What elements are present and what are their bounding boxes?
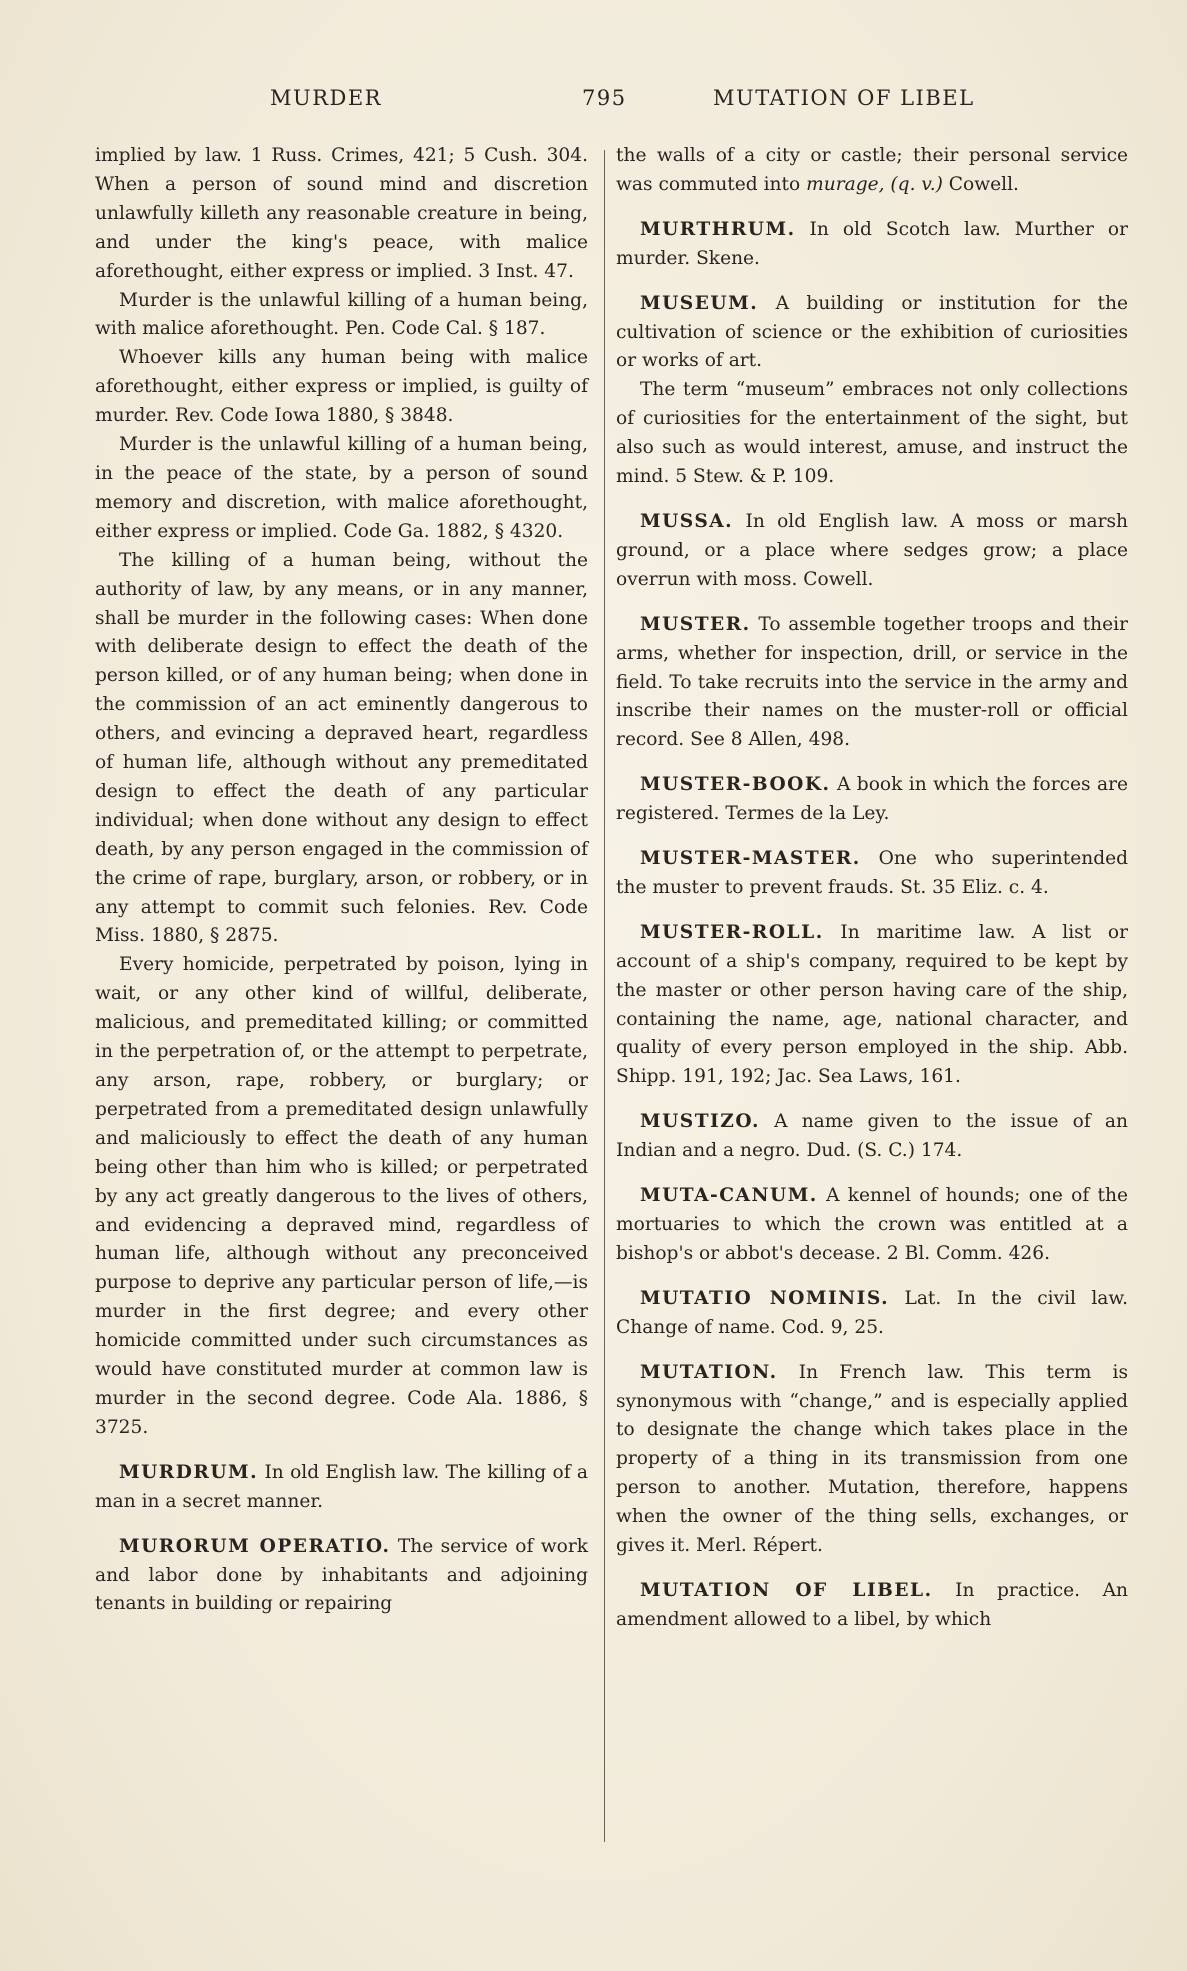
definition-mutation-of-libel: In practice. An amendment allowed to a libel, by which	[616, 1579, 1128, 1630]
continuation-text: the walls of a city or castle; their personal service was commuted into	[616, 145, 1128, 195]
column-divider	[604, 150, 605, 1842]
entry-murthrum	[616, 216, 1128, 274]
header-left-guide-word: MURDER	[270, 86, 382, 110]
definition-murthrum: In old Scotch law. Murther or murder. Skene.	[616, 218, 1128, 269]
headword-mutation: MUTATION.	[640, 1361, 778, 1383]
entry-museum	[616, 290, 1128, 377]
definition-museum: A building or institution for the cultivation of science or the exhibition of curiosities or works of art.	[616, 292, 1128, 372]
headword-murthrum: MURTHRUM.	[640, 218, 796, 240]
definition-murorum-operatio: The service of work and labor done by inhabitants and adjoining tenants in building or repairing	[95, 1535, 588, 1615]
entry-muster-book	[616, 771, 1128, 829]
entry-muta-canum	[616, 1182, 1128, 1269]
definition-mustizo: A name given to the issue of an Indian and a negro. Dud. (S. C.) 174.	[616, 1111, 1128, 1162]
definition-muster-roll: In maritime law. A list or account of a ship's company, required to be kept by the master or other person having care of the ship, containing the name, age, national character, and quality of every person employed in the ship. Abb. Shipp. 191, 192; Jac. Sea Laws, 161.	[616, 921, 1128, 1088]
definition-muta-canum: A kennel of hounds; one of the mortuaries to which the crown was entitled at a bishop's or abbot's decease. 2 Bl. Comm. 426.	[616, 1185, 1128, 1264]
murder-definition-continued: implied by law. 1 Russ. Crimes, 421; 5 Cush. 304. When a person of sound mind and discretion unlawfully killeth any reasonable creature in being, and under the king's peace, with malice aforethought, either express or implied. 3 Inst. 47.	[95, 145, 588, 282]
entry-mussa	[616, 508, 1128, 595]
murder-georgia-paragraph: Murder is the unlawful killing of a human being, in the peace of the state, by a person of sound memory and discretion, with malice aforethought, either express or implied. Code Ga. 1882, § 4320.	[95, 434, 588, 542]
headword-muster: MUSTER.	[640, 613, 751, 635]
right-column	[616, 142, 1128, 1635]
page-number: 795	[582, 86, 627, 110]
headword-muster-master: MUSTER-MASTER.	[640, 848, 861, 870]
murage-reference: murage, (q. v.)	[806, 173, 943, 195]
definition-mussa: In old English law. A moss or marsh ground, or a place where sedges grow; a place overrun with moss. Cowell.	[616, 510, 1128, 590]
headword-muster-roll: MUSTER-ROLL.	[640, 921, 824, 943]
left-column	[95, 142, 588, 1619]
murder-california-paragraph: Murder is the unlawful killing of a human being, with malice aforethought. Pen. Code Cal. § 187.	[95, 289, 588, 340]
headword-museum: MUSEUM.	[640, 292, 759, 314]
headword-murorum-operatio: MURORUM OPERATIO.	[119, 1535, 391, 1557]
murder-alabama-paragraph: Every homicide, perpetrated by poison, lying in wait, or any other kind of willful, deliberate, malicious, and premeditated killing; or committed in the perpetration of, or the attempt to perpetrate, any arson, rape, robbery, or burglary; or perpetrated from a premeditated design unlawfully and maliciously to effect the death of any human being other than him who is killed; or perpetrated by any act greatly dangerous to the lives of others, and evidencing a depraved mind, regardless of human life, although without any preconceived purpose to deprive any particular person of life,—is murder in the first degree; and every other homicide committed under such circumstances as would have constituted murder at common law is murder in the second degree. Code Ala. 1886, § 3725.	[95, 954, 588, 1438]
headword-muster-book: MUSTER-BOOK.	[640, 774, 831, 796]
definition-muster: To assemble together troops and their arms, whether for inspection, drill, or service in the field. To take recruits into the service in the army and inscribe their names on the muster-roll or official record. See 8 Allen, 498.	[616, 613, 1128, 751]
definition-muster-master: One who superintended the muster to prevent frauds. St. 35 Eliz. c. 4.	[616, 848, 1128, 898]
definition-muster-book: A book in which the forces are registered. Termes de la Ley.	[616, 774, 1128, 825]
headword-muta-canum: MUTA-CANUM.	[640, 1185, 818, 1207]
headword-mutation-of-libel: MUTATION OF LIBEL.	[640, 1579, 933, 1601]
definition-murdrum: In old English law. The killing of a man in a secret manner.	[95, 1461, 588, 1512]
entry-muster-master	[616, 845, 1128, 903]
continuation-source: Cowell.	[948, 173, 1019, 195]
entry-mutatio-nominis	[616, 1285, 1128, 1343]
headword-murdrum: MURDRUM.	[119, 1461, 259, 1483]
headword-mutatio-nominis: MUTATIO NOMINIS.	[640, 1287, 890, 1309]
murder-iowa-paragraph: Whoever kills any human being with malice aforethought, either express or implied, is guilty of murder. Rev. Code Iowa 1880, § 3848.	[95, 347, 588, 427]
entry-mustizo	[616, 1108, 1128, 1166]
entry-murorum-operatio	[95, 1533, 588, 1620]
entry-muster	[616, 611, 1128, 756]
running-header	[0, 86, 1187, 120]
header-right-guide-word: MUTATION OF LIBEL	[713, 86, 975, 110]
headword-mussa: MUSSA.	[640, 510, 734, 532]
definition-mutatio-nominis: Lat. In the civil law. Change of name. Cod. 9, 25.	[616, 1287, 1129, 1338]
definition-mutation: In French law. This term is synonymous with “change,” and is especially applied to designate the change which takes place in the property of a thing in its transmission from one person to another. Mutation, therefore, happens when the owner of the thing sells, exchanges, or gives it. Merl. Répert.	[616, 1361, 1128, 1557]
entry-mutation	[616, 1359, 1128, 1561]
entry-mutation-of-libel	[616, 1577, 1128, 1635]
murder-mississippi-paragraph: The killing of a human being, without the authority of law, by any means, or in any manner, shall be murder in the following cases: When done with deliberate design to effect the death of the person killed, or of any human being; when done in the commission of an act eminently dangerous to others, and evincing a depraved heart, regardless of human life, although without any premeditated design to effect the death of any particular individual; when done without any design to effect death, by any person engaged in the commission of the crime of rape, burglary, arson, or robbery, or in any attempt to commit such felonies. Rev. Code Miss. 1880, § 2875.	[95, 549, 588, 947]
entry-muster-roll	[616, 919, 1128, 1092]
entry-murdrum	[95, 1459, 588, 1517]
headword-mustizo: MUSTIZO.	[640, 1111, 760, 1133]
murorum-operatio-continued	[616, 142, 1128, 200]
museum-paragraph-2: The term “museum” embraces not only collections of curiosities for the entertainment of the sight, but also such as would interest, amuse, and instruct the mind. 5 Stew. & P. 109.	[616, 379, 1128, 488]
